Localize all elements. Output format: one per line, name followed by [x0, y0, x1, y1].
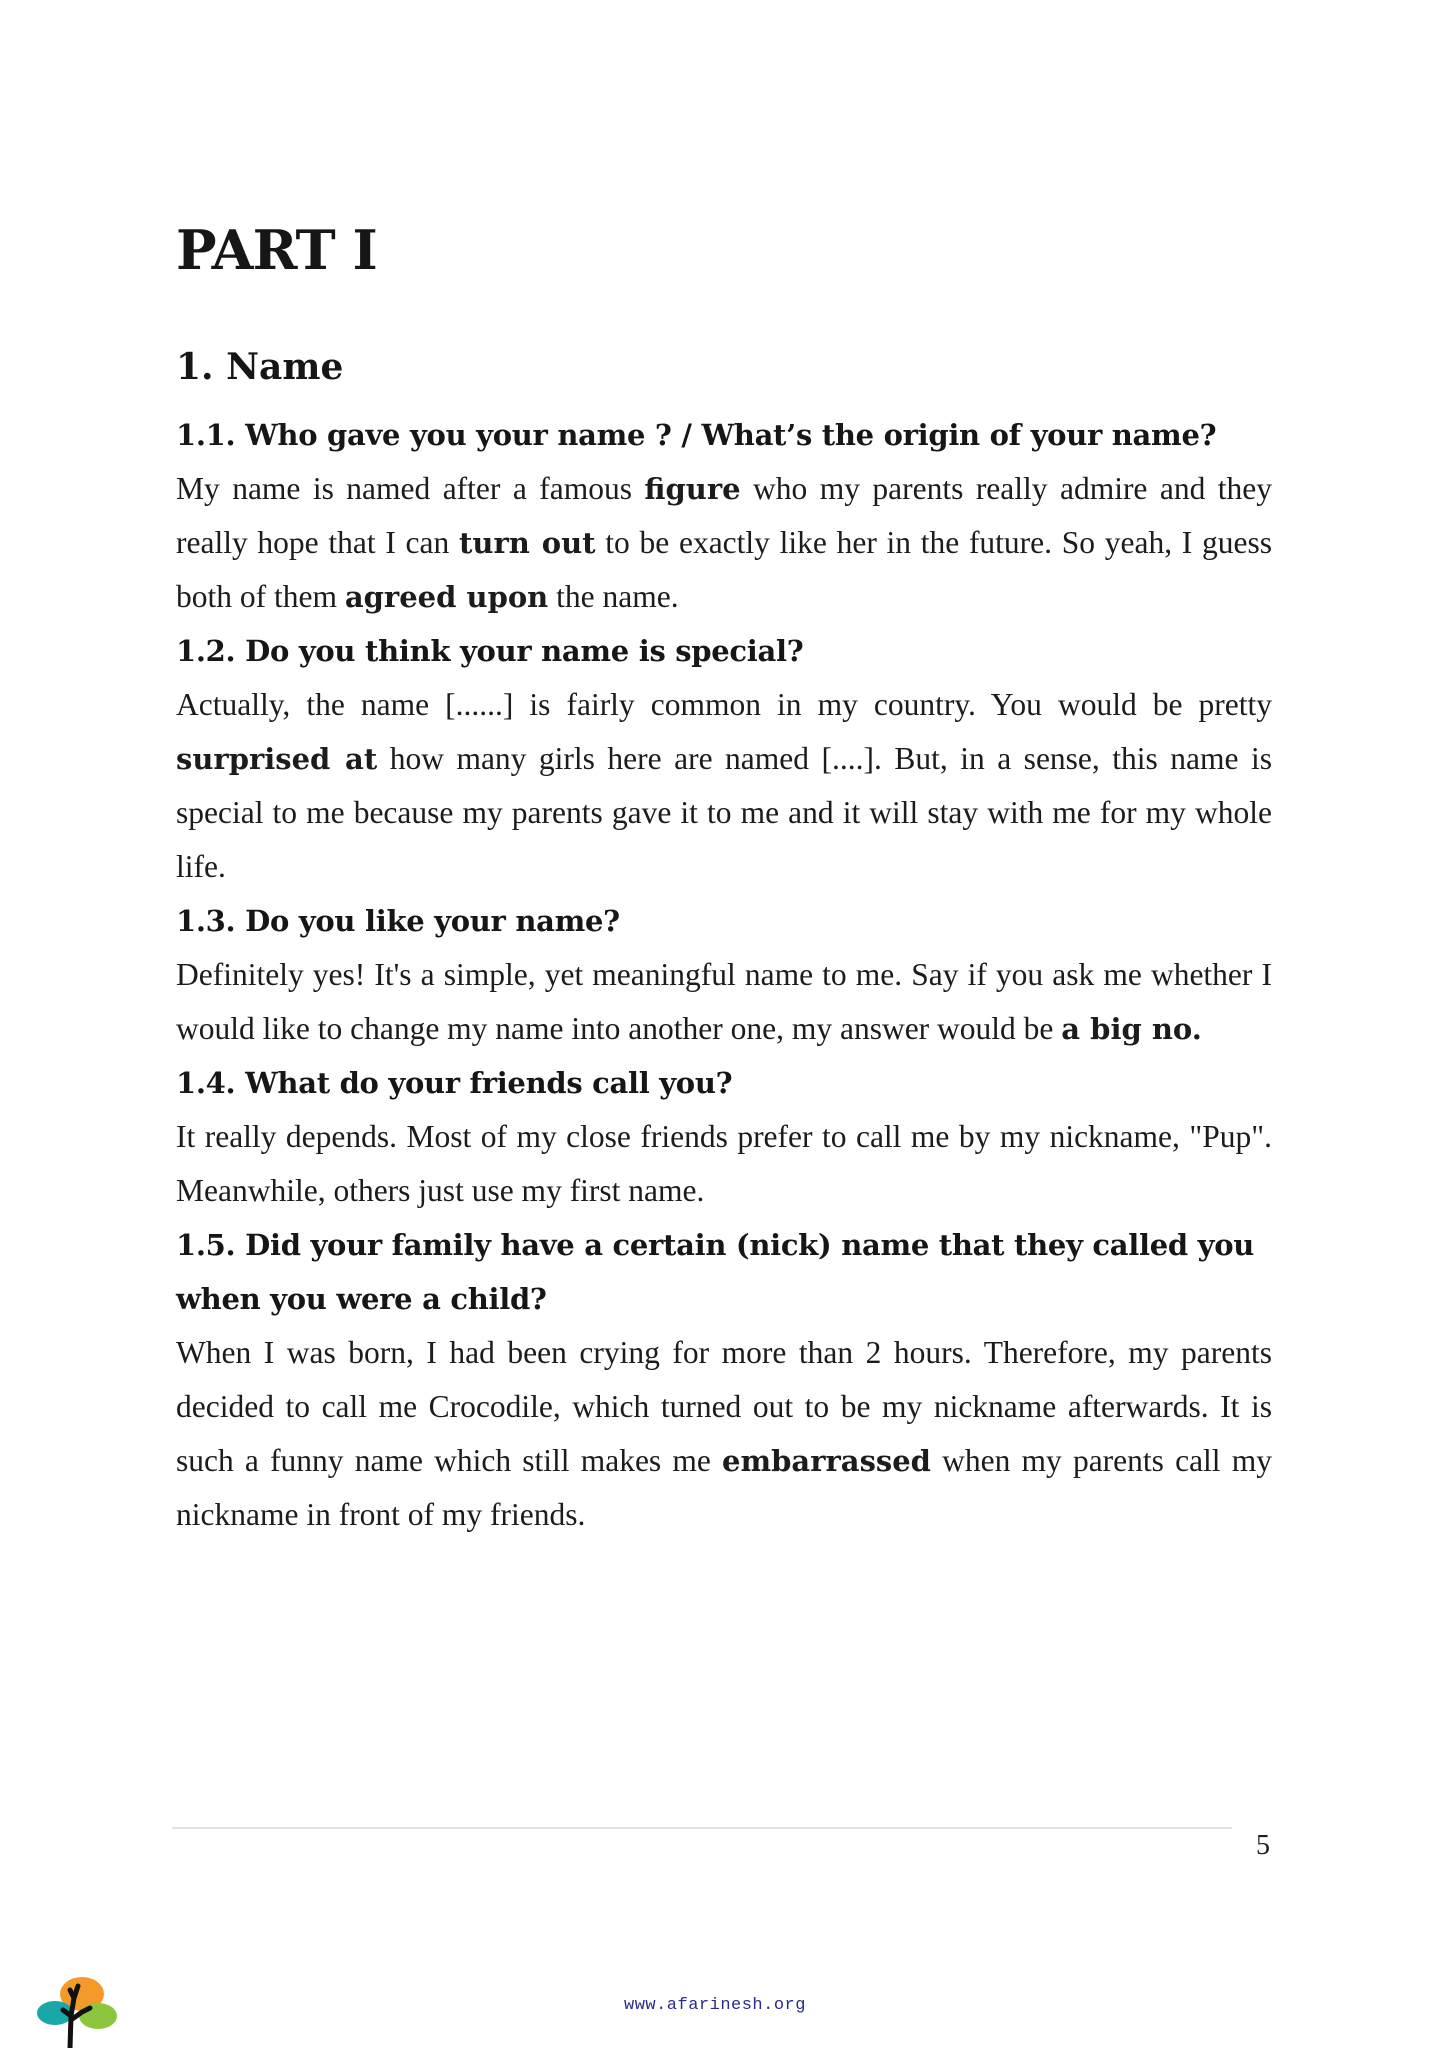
answer: [176, 462, 1272, 624]
question: 1.3. Do you like your name?: [176, 904, 620, 938]
emphasized-phrase: a big no.: [1061, 1012, 1202, 1046]
emphasized-phrase: embarrassed: [722, 1444, 931, 1478]
emphasized-phrase: surprised at: [176, 742, 378, 776]
question: 1.2. Do you think your name is special?: [176, 634, 804, 668]
answer-text: When I was born, I had been crying for more than 2 hours. Therefore, my parents decided to call me Crocodile, which turned out to be my nickname afterwards. It is such a funny name which still makes me: [176, 1335, 1272, 1478]
emphasized-phrase: turn out: [458, 526, 596, 560]
answer: [176, 678, 1272, 894]
footer-divider: [172, 1827, 1232, 1829]
qa-item: [176, 1056, 1272, 1218]
section-title: 1. Name: [176, 346, 344, 388]
answer-text: the name.: [548, 579, 679, 614]
qa-item: [176, 624, 1272, 894]
qa-item: [176, 894, 1272, 1056]
answer: [176, 1110, 1272, 1218]
answer-text: how many girls here are named [....]. But, in a sense, this name is special to me because my parents gave it to me and it will stay with me for my whole life.: [176, 741, 1272, 884]
emphasized-phrase: agreed upon: [344, 580, 549, 614]
question: 1.1. Who gave you your name ? / What’s the origin of your name?: [176, 418, 1217, 452]
question: 1.5. Did your family have a certain (nick) name that they called you when you were a child?: [176, 1228, 1255, 1316]
answer-text: who my parents really admire and they really hope that I can: [176, 471, 1273, 560]
page-number: 5: [1256, 1830, 1270, 1861]
answer-text: My name is named after a famous: [176, 471, 645, 506]
answer: [176, 948, 1272, 1056]
answer-text: Actually, the name [......] is fairly common in my country. You would be pretty: [176, 687, 1272, 722]
qa-item: [176, 1218, 1272, 1542]
answer-text: to be exactly like her in the future. So yeah, I guess both of them: [176, 525, 1272, 614]
logo-leaf-green: [79, 2003, 117, 2029]
answer-text: when my parents call my nickname in front of my friends.: [176, 1443, 1272, 1532]
website-link[interactable]: www.afarinesh.org: [624, 1996, 806, 2015]
answer: [176, 1326, 1272, 1542]
answer-text: Definitely yes! It's a simple, yet meaningful name to me. Say if you ask me whether I would like to change my name into another one, my answer would be: [176, 957, 1272, 1046]
answer-text: It really depends. Most of my close friends prefer to call me by my nickname, "Pup". Meanwhile, others just use my first name.: [176, 1119, 1272, 1208]
qa-list: [176, 408, 1272, 1542]
question: 1.4. What do your friends call you?: [176, 1066, 733, 1100]
qa-item: [176, 408, 1272, 624]
part-title: PART I: [176, 218, 377, 282]
emphasized-phrase: figure: [644, 472, 741, 506]
tree-logo-icon: [30, 1968, 120, 2048]
